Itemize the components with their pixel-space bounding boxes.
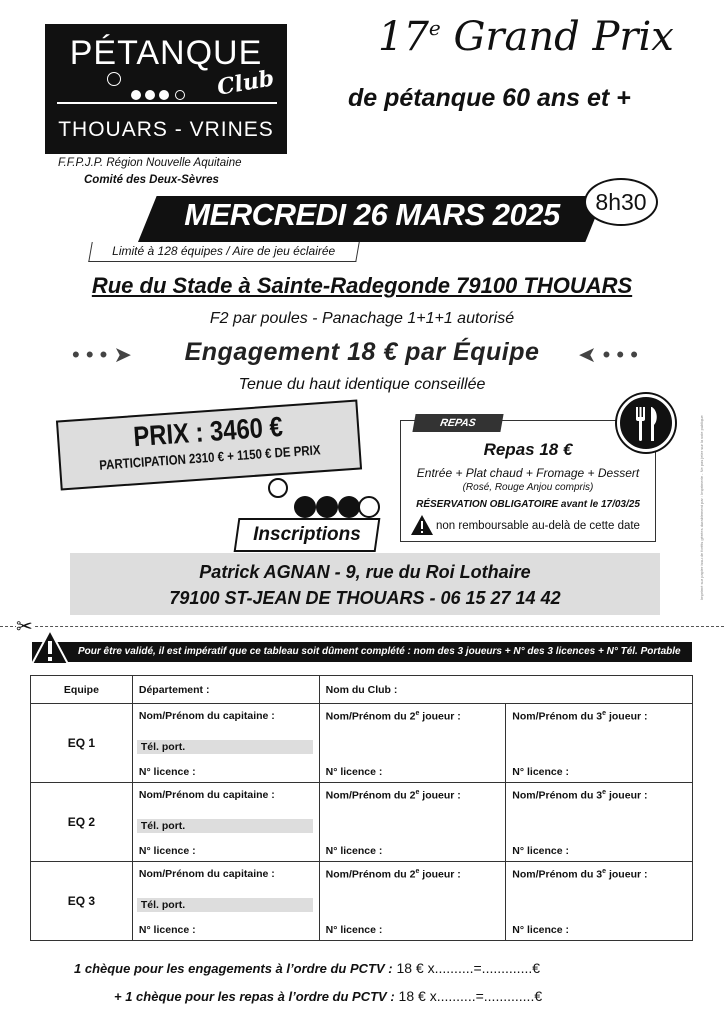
team-label: EQ 1 xyxy=(31,704,133,783)
cheque-meal-value[interactable]: 18 € x..........=.............€ xyxy=(394,988,543,1004)
team-limit-text: Limité à 128 équipes / Aire de jeu éclairée xyxy=(112,244,336,258)
player2-prefix: Nom/Prénom du 2 xyxy=(325,789,416,802)
licence-label: N° licence : xyxy=(138,924,196,936)
player-suffix: joueur : xyxy=(419,789,461,802)
ball-icon xyxy=(159,90,169,100)
player3-cell[interactable] xyxy=(506,862,693,941)
arrow-left-icon: ➤ xyxy=(578,342,597,367)
player3-cell[interactable] xyxy=(506,704,693,783)
header-club[interactable]: Nom du Club : xyxy=(319,676,692,704)
ball-outline-icon xyxy=(358,496,380,518)
form-warning: Pour être validé, il est impératif que ce tableau soit dûment complété : nom des 3 joueurs + N° des 3 licences + N° Tél. Portable xyxy=(32,642,692,662)
captain-cell[interactable] xyxy=(132,783,319,862)
printer-mention: Imprimé sur papier issu de forêts gérées durablement par : Imprimerie - Ne pas jeter sur la voie publique xyxy=(699,415,704,600)
contact-name-address: Patrick AGNAN - 9, rue du Roi Lothaire xyxy=(199,562,531,582)
engagement-fee: Engagement 18 € par Équipe xyxy=(184,338,540,366)
title-number: 17 xyxy=(378,14,429,60)
header-team: Equipe xyxy=(31,676,133,704)
prize-box xyxy=(56,400,362,491)
prize-total: PRIX : 3460 € xyxy=(132,410,284,453)
meal-refund-warning: non remboursable au-delà de cette date xyxy=(436,520,640,532)
scissors-icon: ✂ xyxy=(16,616,33,638)
player3-prefix: Nom/Prénom du 3 xyxy=(512,868,603,881)
player2-prefix: Nom/Prénom du 2 xyxy=(325,710,416,723)
player-suffix: joueur : xyxy=(606,710,648,723)
federation-committee: Comité des Deux-Sèvres xyxy=(84,174,219,186)
dots-arrow-right xyxy=(578,342,638,368)
captain-label: Nom/Prénom du capitaine : xyxy=(138,789,275,801)
ordinal: e xyxy=(415,868,420,875)
meal-menu: Entrée + Plat chaud + Fromage + Dessert xyxy=(416,466,640,480)
ordinal: e xyxy=(415,789,420,796)
cheque-engagement-value[interactable]: 18 € x..........=.............€ xyxy=(392,960,541,976)
logo-top-text: PÉTANQUE xyxy=(69,34,263,72)
table-row xyxy=(31,783,693,862)
cheque-engagement-label: 1 chèque pour les engagements à l’ordre du PCTV : xyxy=(74,961,393,976)
licence-label: N° licence : xyxy=(325,924,383,936)
ball-icon xyxy=(131,90,141,100)
player3-label xyxy=(512,789,647,802)
meal-reservation: RÉSERVATION OBLIGATOIRE avant le 17/03/25 xyxy=(416,499,640,510)
captain-label: Nom/Prénom du capitaine : xyxy=(138,710,275,722)
event-title xyxy=(378,14,674,60)
ordinal: e xyxy=(602,710,607,717)
captain-cell[interactable] xyxy=(132,704,319,783)
ball-icon xyxy=(294,496,316,518)
table-row xyxy=(31,862,693,941)
federation-region: F.F.P.J.P. Région Nouvelle Aquitaine xyxy=(58,157,242,169)
table-row xyxy=(31,704,693,783)
title-ordinal: e xyxy=(428,16,441,40)
ball-icon xyxy=(316,496,338,518)
warning-icon xyxy=(30,628,70,671)
cut-line xyxy=(0,626,724,627)
player3-label xyxy=(512,868,647,881)
event-time: 8h30 xyxy=(584,178,658,226)
licence-label: N° licence : xyxy=(512,845,570,857)
registration-label: Inscriptions xyxy=(253,524,361,545)
logo-bottom-text: THOUARS - VRINES xyxy=(58,118,274,141)
player3-cell[interactable] xyxy=(506,783,693,862)
player2-label xyxy=(326,868,461,881)
club-logo xyxy=(45,24,287,154)
phone-field[interactable]: Tél. port. xyxy=(137,898,313,912)
team-label: EQ 3 xyxy=(31,862,133,941)
event-subtitle: de pétanque 60 ans et + xyxy=(348,84,631,112)
table-header-row xyxy=(31,676,693,704)
phone-field[interactable]: Tél. port. xyxy=(137,740,313,754)
event-format: F2 par poules - Panachage 1+1+1 autorisé xyxy=(209,310,515,327)
player2-cell[interactable] xyxy=(319,704,506,783)
player-suffix: joueur : xyxy=(606,789,648,802)
header-department[interactable]: Département : xyxy=(132,676,319,704)
ball-icon xyxy=(145,90,155,100)
dress-code: Tenue du haut identique conseillée xyxy=(238,376,486,393)
licence-label: N° licence : xyxy=(512,766,570,778)
ordinal: e xyxy=(415,710,420,717)
licence-label: N° licence : xyxy=(138,766,196,778)
captain-label: Nom/Prénom du capitaine : xyxy=(138,868,275,880)
player3-prefix: Nom/Prénom du 3 xyxy=(512,789,603,802)
dots-left: • • • xyxy=(72,342,108,367)
ball-icon xyxy=(338,496,360,518)
licence-label: N° licence : xyxy=(138,845,196,857)
player2-cell[interactable] xyxy=(319,862,506,941)
cheque-engagement xyxy=(74,960,540,976)
licence-label: N° licence : xyxy=(325,766,383,778)
ball-outline-icon xyxy=(175,90,185,100)
title-name: Grand Prix xyxy=(453,14,674,60)
captain-cell[interactable] xyxy=(132,862,319,941)
player3-label xyxy=(512,710,647,723)
contact-city-phone: 79100 ST-JEAN DE THOUARS - 06 15 27 14 42 xyxy=(169,588,561,608)
ball-outline-icon xyxy=(268,478,288,498)
player2-cell[interactable] xyxy=(319,783,506,862)
meal-tag: REPAS TRAITEUR xyxy=(412,414,503,432)
player3-prefix: Nom/Prénom du 3 xyxy=(512,710,603,723)
cheque-meal xyxy=(114,988,542,1004)
meal-wine: (Rosé, Rouge Anjou compris) xyxy=(462,482,594,493)
player2-label xyxy=(326,789,461,802)
warning-icon xyxy=(410,514,434,541)
phone-field[interactable]: Tél. port. xyxy=(137,819,313,833)
ordinal: e xyxy=(602,789,607,796)
licence-label: N° licence : xyxy=(325,845,383,857)
event-date: MERCREDI 26 MARS 2025 xyxy=(184,197,560,232)
registration-table xyxy=(30,675,693,941)
player-suffix: joueur : xyxy=(419,868,461,881)
logo-divider xyxy=(57,102,277,104)
prize-detail: PARTICIPATION 2310 € + 1150 € DE PRIX xyxy=(98,442,321,473)
ball-outline-icon xyxy=(107,72,121,86)
ordinal: e xyxy=(602,868,607,875)
dots-right: • • • xyxy=(602,342,638,367)
cheque-meal-label: + 1 chèque pour les repas à l’ordre du PCTV : xyxy=(114,989,395,1004)
licence-label: N° licence : xyxy=(512,924,570,936)
player2-label xyxy=(326,710,461,723)
player2-prefix: Nom/Prénom du 2 xyxy=(325,868,416,881)
player-suffix: joueur : xyxy=(419,710,461,723)
arrow-right-icon: ➤ xyxy=(113,342,132,367)
event-address: Rue du Stade à Sainte-Radegonde 79100 THOUARS xyxy=(91,273,633,298)
logo-club-text: Club xyxy=(215,65,277,101)
meal-title: Repas 18 € xyxy=(483,440,573,459)
team-limit xyxy=(88,242,360,262)
team-label: EQ 2 xyxy=(31,783,133,862)
player-suffix: joueur : xyxy=(606,868,648,881)
